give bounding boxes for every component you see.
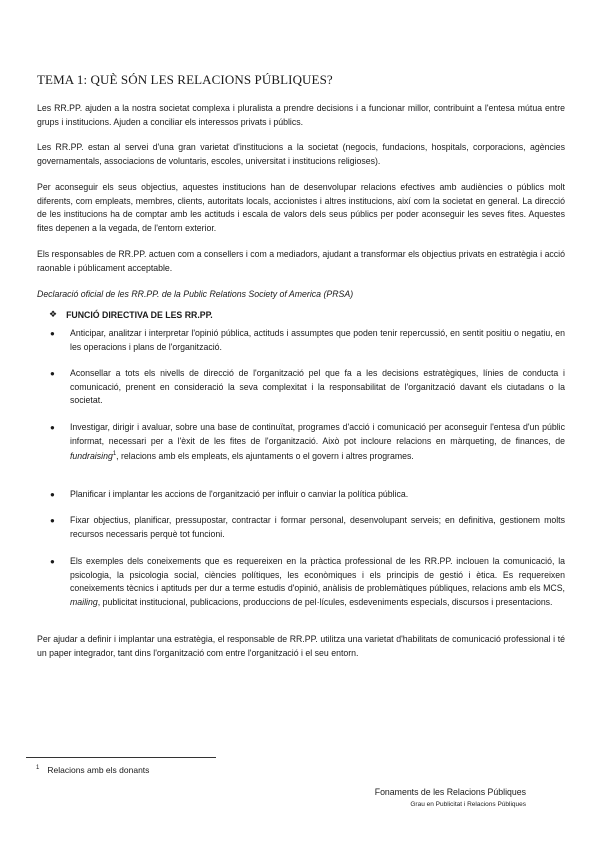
footnote (36, 765, 149, 775)
diamond-bullet-icon: ❖ (49, 309, 58, 319)
paragraph-4: Els responsables de RR.PP. actuen com a consellers i com a mediadors, ajudant a transformar els objectius privats en estratègia i acció raonable i públicament acceptable. (37, 249, 565, 273)
section-heading (49, 309, 213, 320)
bullet-dot-icon: ● (50, 369, 55, 378)
list-item (50, 421, 565, 463)
paragraph-2: Les RR.PP. estan al servei d'una gran varietat d'institucions a la societat (negocis, fundacions, hospitals, corporacions, agències governamentals, associacions de voluntaris, escoles, universitat i institucions religioses). (37, 142, 565, 166)
list-item-text-before: Investigar, dirigir i avaluar, sobre una base de continuïtat, programes d'acció i comunicació per aconseguir l'entesa d'un públic informat, necessari per a l'èxit de les fites de l'organització. Això pot incloure relacions en màrqueting, de finances, de (70, 422, 565, 446)
list-item-italic-term: mailing (70, 596, 98, 607)
footnote-number: 1 (36, 765, 40, 772)
list-item-text-before: Els exemples dels coneixements que es requereixen en la pràctica professional de les RR.PP. inclouen la comunicació, la psicologia, la psicologia social, ciències polítiques, les econòmiques i els principis de gestió i ètica. Es requereixen coneixements tècnics i aptituds per dur a terme estudis d'opinió, anàlisis de problemàtiques públiques, relacions amb els MCS, (70, 556, 565, 593)
list-item-text-after: , publicitat institucional, publicacions, produccions de pel·lícules, esdeveniments especials, discursos i presentacions. (97, 596, 553, 607)
list-item-text: Fixar objectius, planificar, pressupostar, contractar i formar personal, desenvolupant serveis; en definitiva, gestionem molts recursos necessaris perquè tot funcioni. (70, 515, 565, 539)
list-item-text-after: , relacions amb els empleats, els ajuntaments o el govern i altres programes. (116, 450, 414, 461)
paragraph-1: Les RR.PP. ajuden a la nostra societat complexa i pluralista a prendre decisions i a funcionar millor, contribuint a l'entesa mútua entre grups i institucions. Ajuden a conciliar els interessos privats i públics. (37, 103, 565, 127)
declaration-line: Declaració oficial de les RR.PP. de la Public Relations Society of America (PRSA) (37, 289, 354, 299)
paragraph-3: Per aconseguir els seus objectius, aquestes institucions han de desenvolupar relacions efectives amb audiències o públics molt diferents, com empleats, membres, clients, autoritats locals, accionistes i altres institucions, així com la societat en general. La direcció de les institucions ha de comptar amb les actituds i escala de valors dels seus públics per poder aconseguir les seves fites. Aquestes fites depenen a la vegada, de l'entorn exterior. (37, 182, 565, 233)
list-item (50, 327, 565, 354)
footer-degree-name: Grau en Publicitat i Relacions Públiques (410, 801, 526, 808)
list-item (50, 367, 565, 408)
footnote-divider (26, 757, 216, 758)
page-title: TEMA 1: QUÈ SÓN LES RELACIONS PÚBLIQUES? (37, 72, 333, 87)
bullet-dot-icon: ● (50, 329, 55, 338)
list-item-text: Aconsellar a tots els nivells de direcció de l'organització pel que fa a les decisions estratègiques, línies de conducta i comunicació, prenent en consideració la seva complexitat i la responsabilitat de l'organització davant els ciutadans o la societat. (70, 368, 565, 405)
bullet-dot-icon: ● (50, 490, 55, 499)
list-item-text: Planificar i implantar les accions de l'organització per influir o canviar la política pública. (70, 489, 409, 499)
list-item-italic-term: fundraising (70, 450, 113, 461)
bullet-dot-icon: ● (50, 516, 55, 525)
closing-paragraph: Per ajudar a definir i implantar una estratègia, el responsable de RR.PP. utilitza una varietat d'habilitats de comunicació professional i té un paper integrador, tant dins l'organització com entre l'organització i el seu entorn. (37, 634, 565, 658)
footnote-reference: 1 (112, 451, 117, 457)
section-heading-text: FUNCIÓ DIRECTIVA DE LES RR.PP. (66, 309, 213, 320)
list-item-text: Anticipar, analitzar i interpretar l'opinió pública, actituds i assumptes que poden tenir repercussió, en sentit positiu o negatiu, en les operacions i plans de l'organització. (70, 328, 565, 352)
list-item (50, 514, 565, 541)
list-item (50, 555, 565, 609)
list-item (50, 488, 565, 502)
bullet-dot-icon: ● (50, 557, 55, 566)
footnote-text: Relacions amb els donants (47, 765, 150, 775)
footer-course-title: Fonaments de les Relacions Públiques (374, 787, 526, 797)
bullet-dot-icon: ● (50, 423, 55, 432)
